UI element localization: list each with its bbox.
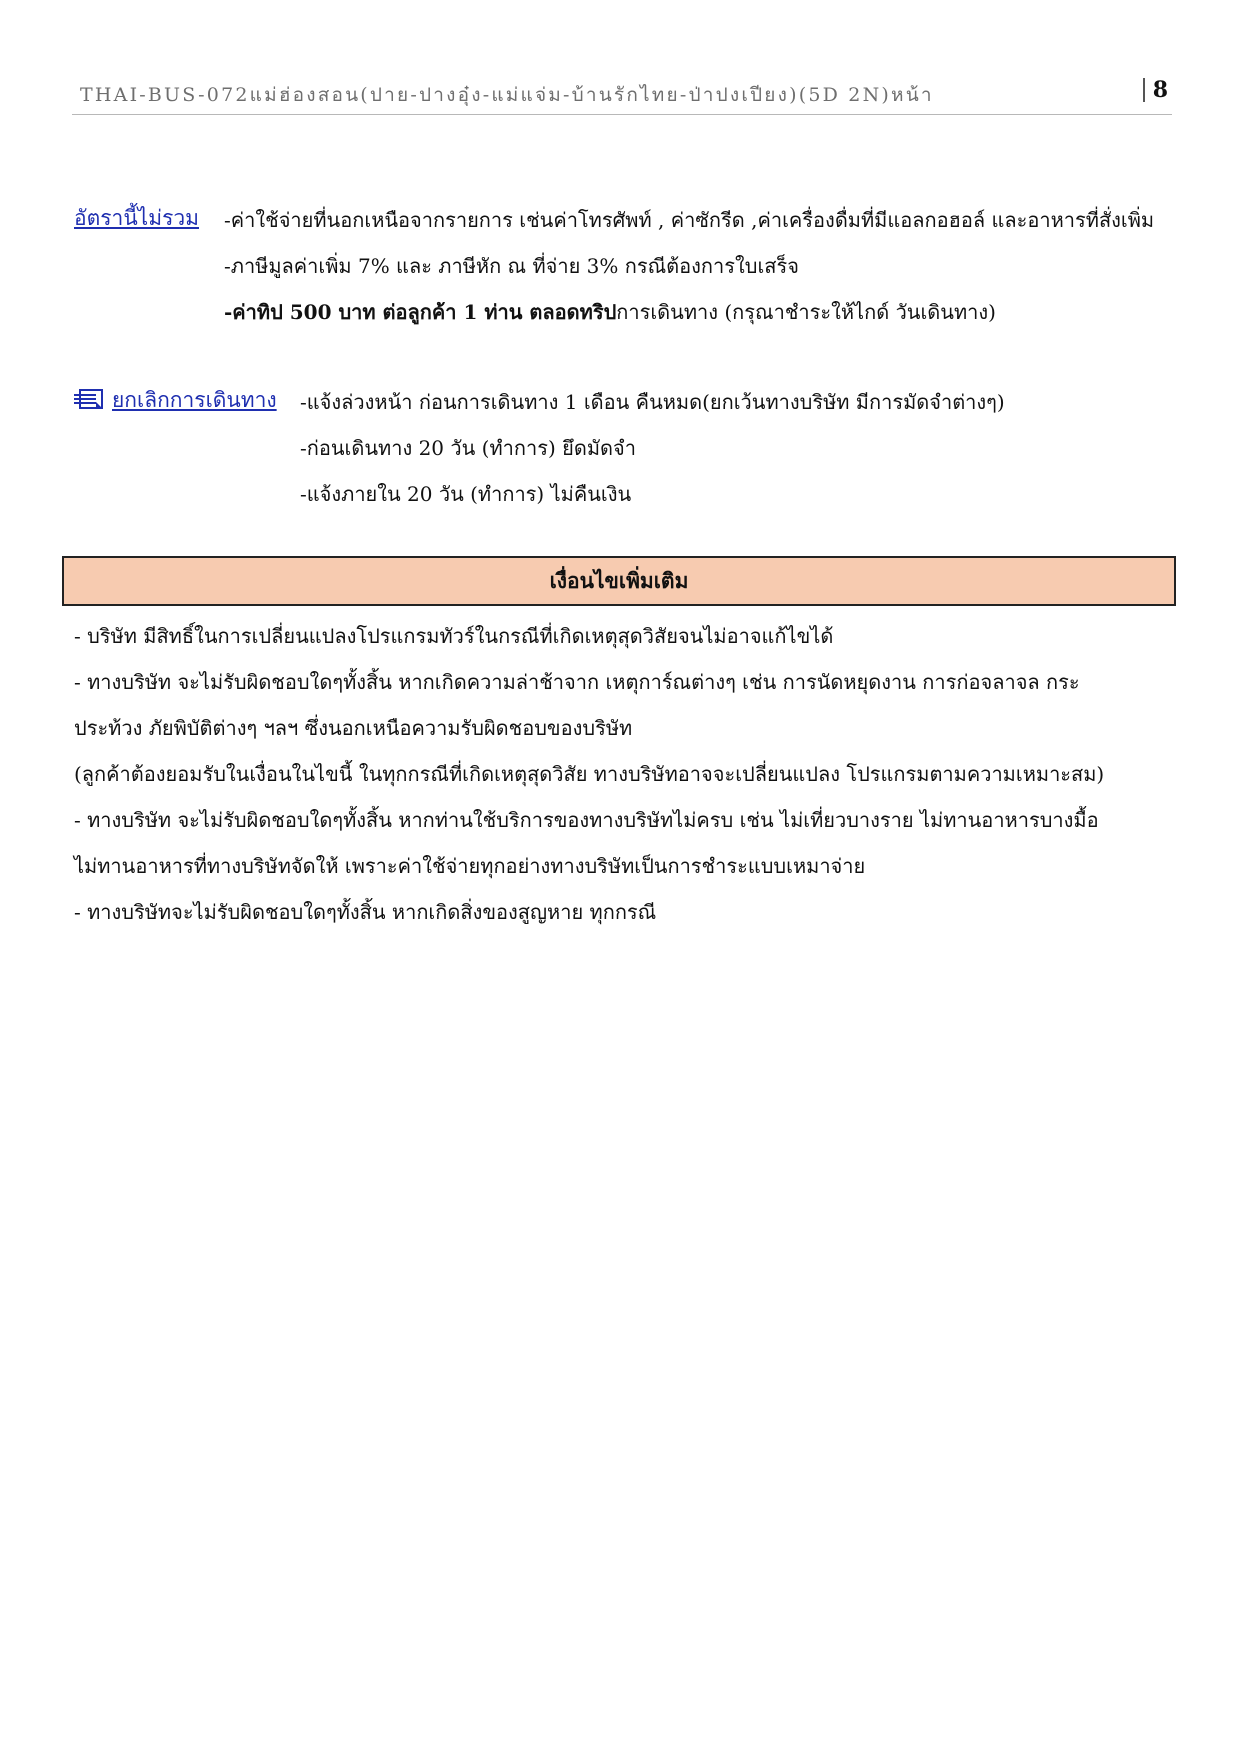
excluded-heading[interactable]: อัตรานี้ไม่รวม bbox=[74, 206, 199, 230]
document-title: THAI-BUS-072แม่ฮ่องสอน(ปาย-ปางอุ๋ง-แม่แจ่ม-บ้านรักไทย-ป่าปงเปียง)(5D 2N)หน้า bbox=[80, 84, 934, 106]
page-number: 8 bbox=[1143, 78, 1168, 102]
condition-line: - ทางบริษัทจะไม่รับผิดชอบใดๆทั้งสิ้น หากเกิดสิ่งของสูญหาย ทุกกรณี bbox=[74, 900, 657, 924]
condition-line: - ทางบริษัท จะไม่รับผิดชอบใดๆทั้งสิ้น หากท่านใช้บริการของทางบริษัทไม่ครบ เช่น ไม่เที่ยวบางราย ไม่ทานอาหารบางมื้อ bbox=[74, 808, 1099, 832]
condition-line: ไม่ทานอาหารที่ทางบริษัทจัดให้ เพราะค่าใช้จ่ายทุกอย่างทางบริษัทเป็นการชำระแบบเหมาจ่าย bbox=[74, 854, 866, 878]
cancellation-item: -ก่อนเดินทาง 20 วัน (ทำการ) ยึดมัดจำ bbox=[300, 436, 636, 460]
cancellation-item: -แจ้งภายใน 20 วัน (ทำการ) ไม่คืนเงิน bbox=[300, 482, 632, 506]
cancellation-item: -แจ้งล่วงหน้า ก่อนการเดินทาง 1 เดือน คืนหมด(ยกเว้นทางบริษัท มีการมัดจำต่างๆ) bbox=[300, 390, 1005, 414]
condition-line: ประท้วง ภัยพิบัติต่างๆ ฯลฯ ซึ่งนอกเหนือความรับผิดชอบของบริษัท bbox=[74, 716, 633, 740]
conditions-title-box bbox=[62, 556, 1176, 606]
excluded-item: -ภาษีมูลค่าเพิ่ม 7% และ ภาษีหัก ณ ที่จ่าย 3% กรณีต้องการใบเสร็จ bbox=[224, 254, 799, 278]
tip-line-rest: การเดินทาง (กรุณาชำระให้ไกด์ วันเดินทาง) bbox=[616, 300, 996, 324]
cancellation-heading[interactable]: ยกเลิกการเดินทาง bbox=[112, 388, 277, 412]
tip-line-bold: -ค่าทิป 500 บาท ต่อลูกค้า 1 ท่าน ตลอดทริป bbox=[224, 300, 617, 324]
tip-line bbox=[224, 296, 996, 328]
condition-line: (ลูกค้าต้องยอมรับในเงื่อนในไขนี้ ในทุกกรณีที่เกิดเหตุสุดวิสัย ทางบริษัทอาจจะเปลี่ยนแปลง โปรแกรมตามความเหมาะสม) bbox=[74, 762, 1105, 786]
page-header bbox=[72, 78, 1172, 115]
conditions-title: เงื่อนไขเพิ่มเติม bbox=[549, 567, 689, 593]
cancel-document-icon bbox=[74, 388, 106, 412]
condition-line: - บริษัท มีสิทธิ์ในการเปลี่ยนแปลงโปรแกรมทัวร์ในกรณีที่เกิดเหตุสุดวิสัยจนไม่อาจแก้ไขได้ bbox=[74, 624, 834, 648]
condition-line: - ทางบริษัท จะไม่รับผิดชอบใดๆทั้งสิ้น หากเกิดความล่าช้าจาก เหตุการ์ณต่างๆ เช่น การนัดหยุดงาน การก่อจลาจล กระ bbox=[74, 670, 1080, 694]
excluded-item: -ค่าใช้จ่ายที่นอกเหนือจากรายการ เช่นค่าโทรศัพท์ , ค่าซักรีด ,ค่าเครื่องดื่มที่มีแอลกอฮอล์ และอาหารที่สั่งเพิ่ม bbox=[224, 208, 1155, 232]
